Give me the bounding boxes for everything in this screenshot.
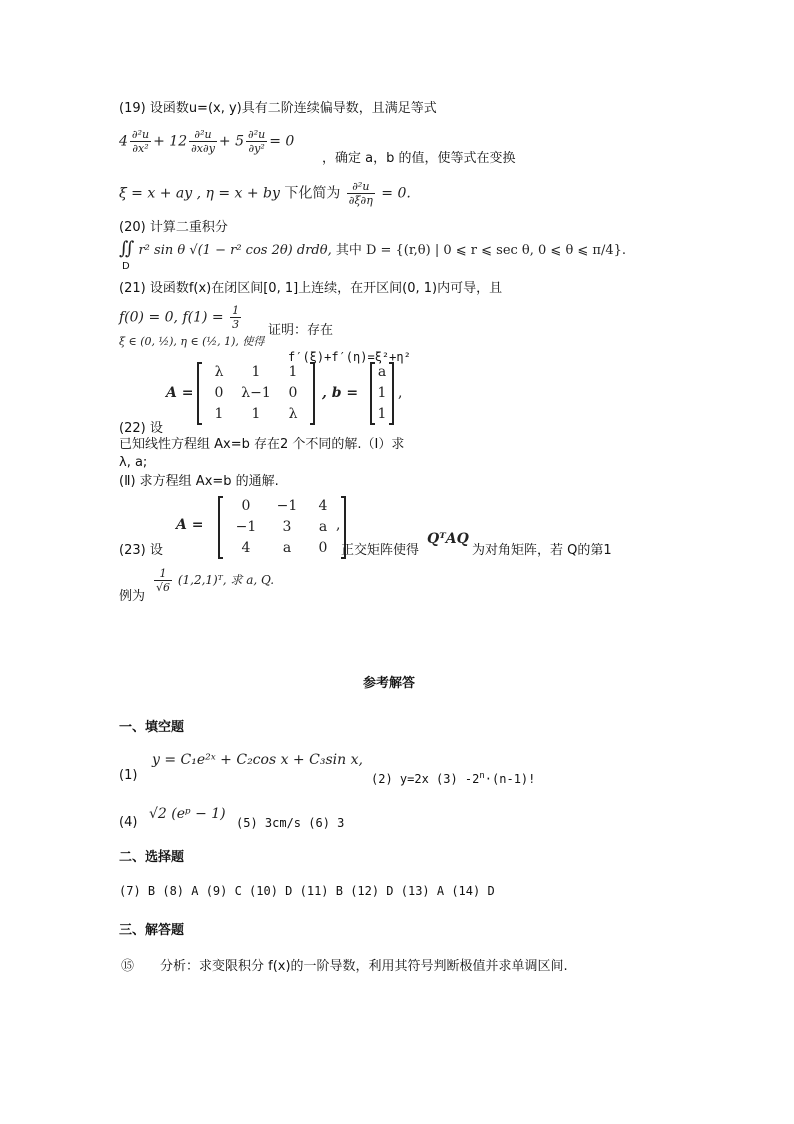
q22-matrix-A-cell: 0 <box>214 385 224 401</box>
q23-qtaq: QᵀAQ <box>427 531 469 547</box>
answer-15: 分析：求变限积分 f(x)的一阶导数，利用其符号判断极值并求单调区间. <box>160 959 568 974</box>
q22-A-label: A = <box>166 385 194 401</box>
q23-matrix-A-cell: 0 <box>318 540 328 556</box>
q22-vector-b-cell: 1 <box>377 406 387 422</box>
q22-matrix-A-cell: 1 <box>288 364 298 380</box>
q22-matrix-A-cell: 1 <box>251 406 261 422</box>
answer-1: y = C₁e²ˣ + C₂cos x + C₃sin x, <box>152 752 363 768</box>
q21-prove: 证明：存在 <box>268 323 334 338</box>
answer-1-label: (1) <box>119 768 138 783</box>
answer-4-label: (4) <box>119 815 138 830</box>
q20-where: 其中 D = {(r,θ) | 0 ⩽ r ⩽ sec θ, 0 ⩽ θ ⩽ π/4}. <box>335 243 627 258</box>
q23-colvec: (1,2,1)ᵀ, 求 a, Q. <box>177 573 275 587</box>
q22-matrix-A-cell: λ <box>214 364 224 380</box>
q22-matrix-A-cell: 0 <box>288 385 298 401</box>
q21-cond: f(0) = 0, f(1) = <box>119 309 224 326</box>
q21-result: f′(ξ)+f′(η)=ξ²+η² <box>288 350 411 364</box>
q23-matrix-A <box>218 496 346 559</box>
q22-vector-b-cell: 1 <box>377 385 387 401</box>
answer-15-num: ⑮ <box>121 959 135 974</box>
q21-cond-line: f(0) = 0, f(1) = $\frac{1}{3}$ <box>119 304 240 331</box>
answer-2-3 <box>371 768 535 787</box>
q23-matrix-A-cell: 4 <box>318 498 328 514</box>
q22-matrix-A <box>197 362 315 425</box>
q20-integral-line: ∬ r² sin θ √(1 − r² cos 2θ) drdθ, 其中 D = {(r,θ) | 0 ⩽ r ⩽ sec θ, 0 ⩽ θ ⩽ π/4}. <box>119 238 627 259</box>
q22-label: (22) 设 <box>119 421 163 436</box>
q23-matrix-A-cell: −1 <box>235 519 257 535</box>
choice-answers: (7) B (8) A (9) C (10) D (11) B (12) D (13) A (14) D <box>119 884 495 898</box>
q19-intro: (19) 设函数u=(x, y)具有二阶连续偏导数，且满足等式 <box>119 101 437 116</box>
q23-matrix-A-cell: 4 <box>241 540 251 556</box>
q23-matrix-A-cell: a <box>318 519 328 535</box>
q19-transform-right: = 0. <box>381 185 411 202</box>
document-page: (19) 设函数u=(x, y)具有二阶连续偏导数，且满足等式 4 $\frac{\text{∂²u}}{\text{∂x²}}$ + 12 $\frac{\text{∂²u}}{\partial x\partial y}$ + 5 $\frac{\text{∂²u}}{\text{∂y²}}$ = 0 ，确定 a，b 的值，使等式在变换 ξ = x + ay , η = x + by 下化简为 $\frac{\text{∂²u}}{\partial\xi\partial\eta}$ = 0. (20) 计算二重积分 ∬ r² sin θ √(1 − r² cos 2θ) drdθ, 其中 D = {(r,θ) | 0 ⩽ r ⩽ sec θ, 0 ⩽ θ ⩽ π/4}. D (21) 设函数f(x)在闭区间[0, 1]上连续，在开区间(0, 1)内可导，且 f(0) = 0, f(1) = $\frac{1}{3}$ 证明：存在 ξ ∈ (0, ½), η ∈ (½, 1), 使得 f′(ξ)+f′(η)=ξ²+η² A = λ 1 1 0 λ−1 0 1 1 λ , b = a 1 1 , (22) 设 已知线性方程组 Ax=b 存在2 个不同的解.（Ⅰ）求 λ, a; (Ⅱ) 求方程组 Ax=b 的通解. A = 0 −1 4 −1 3 a 4 a 0 , (23) 设 正交矩阵使得 QᵀAQ 为对角矩阵，若 Q的第1 $\frac{1}{√6}$ (1,2,1)ᵀ, 求 a, Q. 例为 参考解答 一、填空题 (1) y = C₁e²ˣ + C₂cos x + C₃sin x, (2) y=2x (3) $-2^n\cdot(n-1)$! (4) √2 (eᵖ − 1) (5) 3cm/s (6) 3 二、选择题 (7) B (8) A (9) C (10) D (11) B (12) D (13) A (14) D 三、解答题 ⑮ 分析：求变限积分 f(x)的一阶导数，利用其符号判断极值并求单调区间. <box>119 101 627 974</box>
q21-exist: ξ ∈ (0, ½), η ∈ (½, 1), 使得 <box>119 335 265 348</box>
q22-matrix-A-cell: 1 <box>251 364 261 380</box>
q23-label: (23) 设 <box>119 543 163 558</box>
answer-4: √2 (eᵖ − 1) <box>149 806 226 822</box>
q22-matrix-A-cell: λ−1 <box>241 385 271 401</box>
q21-intro: (21) 设函数f(x)在闭区间[0, 1]上连续，在开区间(0, 1)内可导，且 <box>119 281 503 296</box>
section-fill-in: 一、填空题 <box>119 720 185 735</box>
q22-matrix-A-cell: 1 <box>214 406 224 422</box>
q20-domain-letter: D <box>122 261 130 272</box>
q22-line3: (Ⅱ) 求方程组 Ax=b 的通解. <box>119 474 279 489</box>
answer-5-6: (5) 3cm/s (6) 3 <box>236 816 345 830</box>
q23-tail: 为对角矩阵，若 Q的第1 <box>472 543 612 558</box>
q23-line2-prefix: 例为 <box>119 589 146 604</box>
answer-3-sup: n <box>479 771 485 781</box>
q23-colvec-line: $\frac{1}{√6}$ (1,2,1)ᵀ, 求 a, Q. <box>156 567 275 594</box>
q19-transform-left: ξ = x + ay , η = x + by <box>119 185 280 202</box>
q22-b-label: , b = <box>322 385 359 401</box>
q23-matrix-A-cell: 3 <box>282 519 292 535</box>
section-choice: 二、选择题 <box>119 850 185 865</box>
q22-line1: 已知线性方程组 Ax=b 存在2 个不同的解.（Ⅰ）求 <box>119 437 405 452</box>
q19-transform-mid: 下化简为 <box>284 185 341 202</box>
q19-eq-tail: ，确定 a，b 的值，使等式在变换 <box>322 151 516 166</box>
q22-matrix-A-cell: λ <box>288 406 298 422</box>
q23-matrix-A-cell: 0 <box>241 498 251 514</box>
q23-matrix-A-cell: a <box>282 540 292 556</box>
section-solutions: 三、解答题 <box>119 923 185 938</box>
answer-2-3-text: (2) y=2x (3) -2 <box>371 772 480 786</box>
answers-title: 参考解答 <box>363 676 416 691</box>
q19-transform: ξ = x + ay , η = x + by 下化简为 $\frac{\text{∂²u}}{\partial\xi\partial\eta}$ = 0. <box>119 180 411 207</box>
q20-intro: (20) 计算二重积分 <box>119 220 228 235</box>
answer-3-tail: ·(n-1)! <box>484 772 536 786</box>
q22-line2: λ, a; <box>119 455 148 470</box>
q22-vector-b-cell: a <box>377 364 387 380</box>
q23-A-label: A = <box>176 517 204 533</box>
q22-vector-b <box>370 362 394 425</box>
q23-mid: 正交矩阵使得 <box>341 543 420 558</box>
q23-matrix-A-cell: −1 <box>276 498 298 514</box>
q19-equation: 4 $\frac{\text{∂²u}}{\text{∂x²}}$ + 12 $\frac{\text{∂²u}}{\partial x\partial y}$ + 5 $\frac{\text{∂²u}}{\text{∂y²}}$ = 0 <box>119 128 295 155</box>
q20-integral: r² sin θ √(1 − r² cos 2θ) drdθ <box>138 243 328 258</box>
